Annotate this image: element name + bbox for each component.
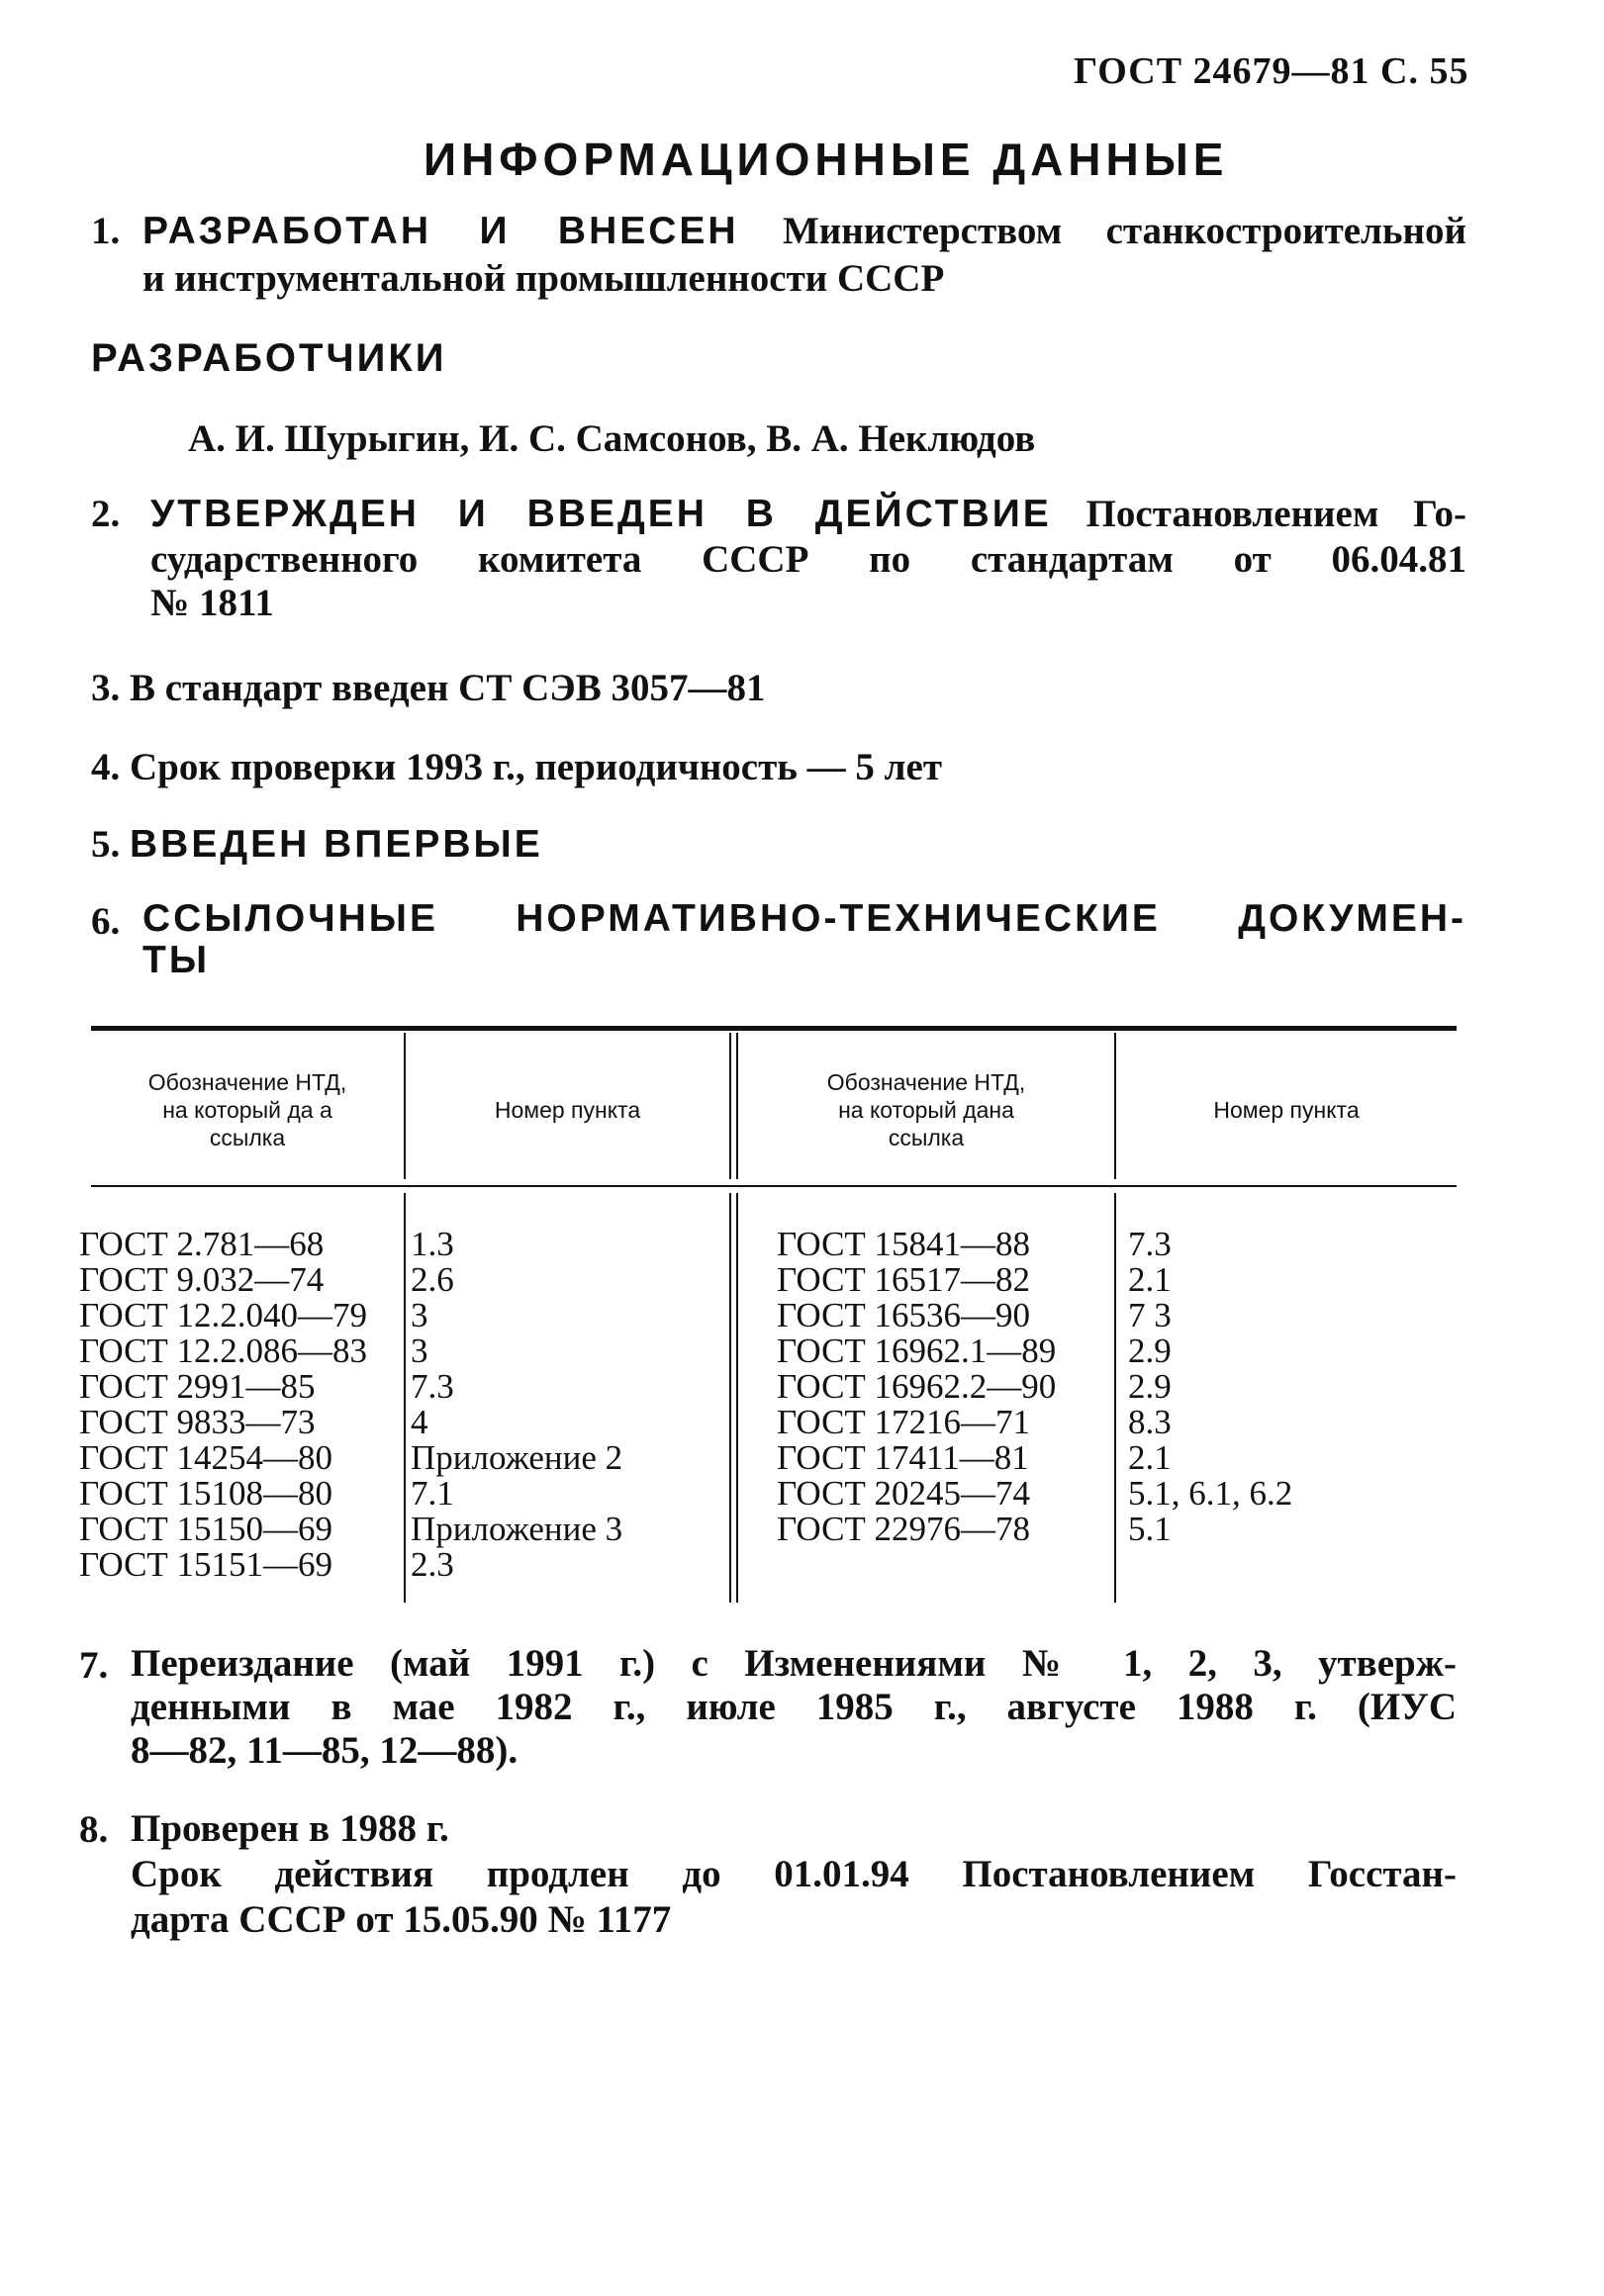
item-5-number: 5. xyxy=(91,823,121,866)
item-5 xyxy=(91,821,543,869)
table-row xyxy=(777,1369,1292,1405)
item-8-number: 8. xyxy=(79,1808,109,1851)
clause-number: 3 xyxy=(411,1332,428,1370)
table-vline-2b-body xyxy=(736,1193,738,1603)
table-header-col3 xyxy=(738,1068,1114,1151)
table-right-body xyxy=(777,1227,1292,1547)
item-7-line-1: Переиздание (май 1991 г.) с Изменениями № 1, 2, 3, утверж- xyxy=(131,1642,1457,1685)
ntd-designation: ГОСТ 9.032—74 xyxy=(79,1260,325,1299)
table-row xyxy=(777,1333,1292,1369)
table-left-body xyxy=(79,1227,622,1583)
clause-number: 4 xyxy=(411,1403,428,1441)
clause-number: 5.1 xyxy=(1128,1510,1172,1548)
clause-number: 2.1 xyxy=(1128,1260,1172,1299)
item-1-line-2: и инструментальной промышленности СССР xyxy=(142,257,945,300)
ntd-designation: ГОСТ 2991—85 xyxy=(79,1367,316,1406)
item-2-line-1 xyxy=(150,491,1466,538)
table-row xyxy=(79,1512,622,1547)
col1-header-line-1: Обозначение НТД, xyxy=(147,1069,347,1095)
item-4-number: 4. xyxy=(91,746,121,788)
col3-header-line-1: Обозначение НТД, xyxy=(826,1069,1026,1095)
table-row xyxy=(777,1476,1292,1512)
clause-number: 8.3 xyxy=(1128,1403,1172,1441)
item-8-line-1: Проверен в 1988 г. xyxy=(131,1807,449,1850)
item-8-line-2: Срок действия продлен до 01.01.94 Постановлением Госстан- xyxy=(131,1853,1457,1895)
table-row xyxy=(79,1440,622,1476)
item-1-number: 1. xyxy=(91,210,121,252)
table-row xyxy=(79,1227,622,1262)
item-2-line-3: № 1811 xyxy=(150,582,274,624)
page-title: ИНФОРМАЦИОННЫЕ ДАННЫЕ xyxy=(424,134,1229,185)
table-row xyxy=(79,1298,622,1333)
table-top-rule xyxy=(91,1026,1457,1031)
item-6-number: 6. xyxy=(91,900,121,943)
table-vline-2a-body xyxy=(729,1193,731,1603)
clause-number: 3 xyxy=(411,1296,428,1334)
item-1-line-1 xyxy=(142,208,1466,255)
item-3-text: В стандарт введен СТ СЭВ 3057—81 xyxy=(130,667,766,709)
clause-number: 5.1, 6.1, 6.2 xyxy=(1128,1474,1293,1513)
ntd-designation: ГОСТ 20245—74 xyxy=(777,1474,1031,1513)
clause-number: Приложение 3 xyxy=(411,1510,623,1548)
item-4-text: Срок проверки 1993 г., периодичность — 5 лет xyxy=(130,746,942,788)
item-2-number: 2. xyxy=(91,493,121,535)
clause-number: 7 3 xyxy=(1128,1296,1172,1334)
table-row xyxy=(79,1369,622,1405)
ntd-designation: ГОСТ 16962.2—90 xyxy=(777,1367,1057,1406)
table-row xyxy=(79,1333,622,1369)
ntd-designation: ГОСТ 2.781—68 xyxy=(79,1225,325,1263)
item-7-line-3: 8—82, 11—85, 12—88). xyxy=(131,1729,519,1772)
item-2-line-1-text: Постановлением Го- xyxy=(1085,493,1466,535)
ntd-designation: ГОСТ 14254—80 xyxy=(79,1438,333,1477)
item-7-line-2: денными в мае 1982 г., июле 1985 г., августе 1988 г. (ИУС xyxy=(131,1686,1457,1728)
table-row xyxy=(79,1262,622,1298)
clause-number: 2.1 xyxy=(1128,1438,1172,1477)
col1-header-line-2: на который да а xyxy=(162,1097,332,1123)
ntd-designation: ГОСТ 12.2.040—79 xyxy=(79,1296,368,1334)
clause-number: 7.1 xyxy=(411,1474,454,1513)
col3-header-line-3: ссылка xyxy=(888,1125,965,1150)
table-row xyxy=(777,1298,1292,1333)
item-1-caps: РАЗРАБОТАН И ВНЕСЕН xyxy=(142,210,739,252)
clause-number: Приложение 2 xyxy=(411,1438,623,1477)
clause-number: 2.3 xyxy=(411,1545,454,1584)
item-3-number: 3. xyxy=(91,667,121,709)
item-3 xyxy=(91,665,765,712)
table-row xyxy=(79,1547,622,1583)
table-header-col4: Номер пункта xyxy=(1213,1097,1360,1123)
item-7-number: 7. xyxy=(79,1644,109,1687)
ntd-designation: ГОСТ 15108—80 xyxy=(79,1474,333,1513)
table-row xyxy=(79,1476,622,1512)
ntd-designation: ГОСТ 16962.1—89 xyxy=(777,1332,1057,1370)
clause-number: 7.3 xyxy=(1128,1225,1172,1263)
ntd-designation: ГОСТ 15150—69 xyxy=(79,1510,333,1548)
ntd-designation: ГОСТ 15151—69 xyxy=(79,1545,333,1584)
item-6-line-2: ТЫ xyxy=(142,939,211,981)
ntd-designation: ГОСТ 12.2.086—83 xyxy=(79,1332,368,1370)
ntd-designation: ГОСТ 9833—73 xyxy=(79,1403,316,1441)
ntd-designation: ГОСТ 17216—71 xyxy=(777,1403,1031,1441)
clause-number: 7.3 xyxy=(411,1367,454,1406)
page-header: ГОСТ 24679—81 С. 55 xyxy=(1074,50,1469,92)
developers-heading: РАЗРАБОТЧИКИ xyxy=(91,336,447,380)
table-row xyxy=(777,1440,1292,1476)
ntd-designation: ГОСТ 22976—78 xyxy=(777,1510,1031,1548)
clause-number: 2.6 xyxy=(411,1260,454,1299)
item-6-line-1: ССЫЛОЧНЫЕ НОРМАТИВНО-ТЕХНИЧЕСКИЕ ДОКУМЕН- xyxy=(142,897,1466,940)
table-row xyxy=(777,1262,1292,1298)
ntd-designation: ГОСТ 17411—81 xyxy=(777,1438,1029,1477)
table-header-col2: Номер пункта xyxy=(494,1097,641,1123)
col3-header-line-2: на который дана xyxy=(838,1097,1014,1123)
developers-names: А. И. Шурыгин, И. С. Самсонов, В. А. Неклюдов xyxy=(188,417,1036,460)
item-5-text: ВВЕДЕН ВПЕРВЫЕ xyxy=(130,823,543,866)
item-8-line-3: дарта СССР от 15.05.90 № 1177 xyxy=(131,1898,672,1941)
table-row xyxy=(777,1405,1292,1440)
ntd-designation: ГОСТ 16536—90 xyxy=(777,1296,1031,1334)
item-4 xyxy=(91,744,942,791)
table-header-col1 xyxy=(91,1068,404,1151)
clause-number: 2.9 xyxy=(1128,1332,1172,1370)
col1-header-line-3: ссылка xyxy=(209,1125,286,1150)
table-vline-2a-head xyxy=(729,1033,731,1179)
table-header-rule xyxy=(91,1185,1457,1187)
table-row xyxy=(79,1405,622,1440)
table-row xyxy=(777,1227,1292,1262)
clause-number: 1.3 xyxy=(411,1225,454,1263)
table-row xyxy=(777,1512,1292,1547)
ntd-designation: ГОСТ 15841—88 xyxy=(777,1225,1031,1263)
item-2-line-2: сударственного комитета СССР по стандартам от 06.04.81 xyxy=(150,538,1466,581)
clause-number: 2.9 xyxy=(1128,1367,1172,1406)
ntd-designation: ГОСТ 16517—82 xyxy=(777,1260,1031,1299)
item-2-caps: УТВЕРЖДЕН И ВВЕДЕН В ДЕЙСТВИЕ xyxy=(150,493,1052,535)
item-1-line-1-text: Министерством станкостроительной xyxy=(782,210,1466,252)
